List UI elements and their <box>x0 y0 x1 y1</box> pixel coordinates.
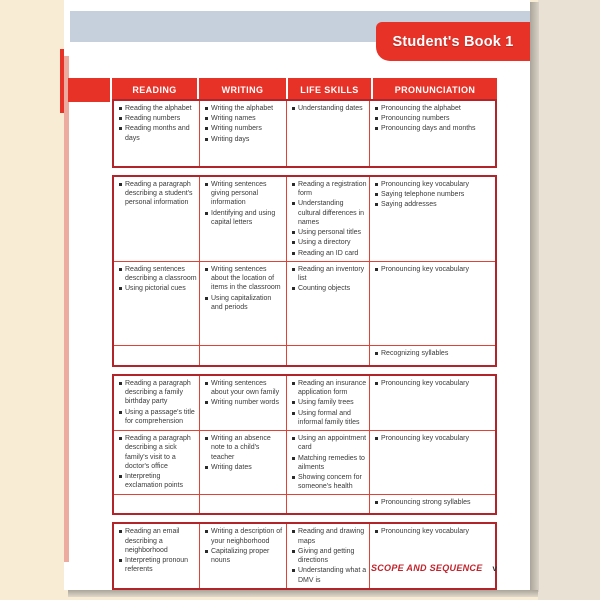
table-cell <box>286 376 369 430</box>
bullet-item: Writing a description of your neighborhood <box>204 527 284 545</box>
bullet-list <box>370 376 495 391</box>
bullet-item: Reading months and days <box>118 124 197 142</box>
bullet-list <box>114 101 199 146</box>
bullet-item: Counting objects <box>291 284 367 293</box>
bullet-list <box>287 431 369 494</box>
bullet-list <box>200 101 286 147</box>
bullet-item: Reading a paragraph describing a family birthday party <box>118 379 197 407</box>
table-cell <box>199 177 286 261</box>
table-header-reading: READING <box>112 78 197 102</box>
bullet-list <box>200 431 286 475</box>
bullet-item: Pronouncing key vocabulary <box>374 180 493 189</box>
bullet-list <box>370 177 495 213</box>
table-cell <box>286 431 369 494</box>
bullet-list <box>370 262 495 277</box>
table-cell <box>369 524 495 587</box>
bullet-item: Pronouncing key vocabulary <box>374 379 493 388</box>
bullet-item: Writing number words <box>204 398 284 407</box>
bullet-list <box>114 524 199 577</box>
table-cell <box>114 177 199 261</box>
bullet-list <box>200 524 286 568</box>
table-cell <box>114 376 199 430</box>
table-cell <box>114 524 199 587</box>
table-header-pronunciation: PRONUNCIATION <box>373 78 497 102</box>
bullet-list <box>287 101 369 116</box>
bullet-list <box>370 346 495 361</box>
footer-page-number: v <box>492 564 497 573</box>
table-block <box>112 175 497 367</box>
bullet-item: Reading an ID card <box>291 249 367 258</box>
bullet-item: Using formal and informal family titles <box>291 409 367 427</box>
bullet-item: Showing concern for someone's health <box>291 473 367 491</box>
bullet-item: Pronouncing numbers <box>374 114 493 123</box>
bullet-item: Using pictorial cues <box>118 284 197 293</box>
bullet-item: Pronouncing key vocabulary <box>374 265 493 274</box>
bullet-item: Using a directory <box>291 238 367 247</box>
bullet-list <box>287 177 369 261</box>
bullet-item: Reading an email describing a neighborhood <box>118 527 197 555</box>
bullet-item: Reading an insurance application form <box>291 379 367 397</box>
bullet-item: Reading a paragraph describing a student's personal information <box>118 180 197 208</box>
bullet-list <box>114 376 199 429</box>
table-cell <box>369 495 495 513</box>
bullet-item: Capitalizing proper nouns <box>204 547 284 565</box>
table-cell <box>369 262 495 345</box>
page-footer <box>371 563 497 573</box>
bullet-item: Understanding what a DMV is <box>291 566 367 584</box>
book-title: Student's Book 1 <box>392 33 514 50</box>
bullet-item: Reading the alphabet <box>118 104 197 113</box>
bullet-item: Writing numbers <box>204 124 284 133</box>
bullet-item: Writing sentences about the location of items in the classroom <box>204 265 284 293</box>
table-row <box>114 177 495 261</box>
table-row <box>114 376 495 430</box>
footer-section-label: SCOPE AND SEQUENCE <box>370 563 483 573</box>
table-cell <box>369 376 495 430</box>
table-row <box>114 524 495 587</box>
table-cell <box>369 177 495 261</box>
bullet-item: Pronouncing key vocabulary <box>374 434 493 443</box>
bullet-item: Using family trees <box>291 398 367 407</box>
bullet-list <box>200 177 286 230</box>
bullet-list <box>370 495 495 510</box>
table-row <box>114 494 495 513</box>
bullet-list <box>114 262 199 297</box>
bullet-item: Writing days <box>204 135 284 144</box>
bullet-item: Interpreting pronoun referents <box>118 556 197 574</box>
table-row <box>114 261 495 345</box>
bullet-list <box>114 431 199 493</box>
bullet-item: Saying addresses <box>374 200 493 209</box>
bullet-item: Reading and drawing maps <box>291 527 367 545</box>
table-block <box>112 374 497 516</box>
bullet-item: Pronouncing key vocabulary <box>374 527 493 536</box>
bullet-list <box>287 524 369 587</box>
book-title-tab <box>376 22 530 61</box>
page-edge-shadow-right <box>530 2 539 592</box>
table-block <box>112 522 497 589</box>
table-cell <box>286 262 369 345</box>
table-header-writing: WRITING <box>199 78 286 102</box>
table-cell <box>114 101 199 166</box>
bullet-item: Using a passage's title for comprehension <box>118 408 197 426</box>
table-cell <box>286 495 369 513</box>
left-accent-salmon <box>64 56 69 562</box>
table-row <box>114 430 495 494</box>
table-cell <box>286 177 369 261</box>
table-cell <box>114 346 199 365</box>
table-cell <box>199 376 286 430</box>
bullet-item: Saying telephone numbers <box>374 190 493 199</box>
bullet-item: Writing dates <box>204 463 284 472</box>
table-cell <box>114 495 199 513</box>
bullet-item: Understanding dates <box>291 104 367 113</box>
bullet-item: Writing names <box>204 114 284 123</box>
table-row <box>114 101 495 166</box>
bullet-list <box>370 431 495 446</box>
table-cell <box>114 431 199 494</box>
table-row <box>114 345 495 365</box>
bullet-item: Pronouncing the alphabet <box>374 104 493 113</box>
bullet-item: Reading sentences describing a classroom <box>118 265 197 283</box>
bullet-item: Understanding cultural differences in names <box>291 199 367 227</box>
bullet-list <box>370 524 495 539</box>
table-cell <box>286 524 369 587</box>
bullet-item: Reading a paragraph describing a sick family's visit to a doctor's office <box>118 434 197 471</box>
bullet-item: Giving and getting directions <box>291 547 367 565</box>
bullet-list <box>287 376 369 430</box>
page-edge-shadow-bottom <box>68 590 538 597</box>
bullet-list <box>370 101 495 137</box>
bullet-list <box>200 376 286 411</box>
bullet-item: Pronouncing strong syllables <box>374 498 493 507</box>
table-cell <box>286 346 369 365</box>
bullet-item: Writing sentences about your own family <box>204 379 284 397</box>
table-block <box>112 99 497 168</box>
table-cell <box>199 495 286 513</box>
table-cell <box>199 101 286 166</box>
bullet-item: Matching remedies to ailments <box>291 454 367 472</box>
table-cell <box>199 431 286 494</box>
bullet-item: Pronouncing days and months <box>374 124 493 133</box>
table-cell <box>369 101 495 166</box>
table-cell <box>114 262 199 345</box>
table-header-blank <box>68 78 110 102</box>
bullet-item: Reading an inventory list <box>291 265 367 283</box>
bullet-item: Recognizing syllables <box>374 349 493 358</box>
bullet-item: Using an appointment card <box>291 434 367 452</box>
table-cell <box>369 431 495 494</box>
bullet-item: Writing an absence note to a child's teacher <box>204 434 284 462</box>
scope-sequence-table <box>112 99 497 590</box>
background-right <box>538 0 600 600</box>
bullet-item: Interpreting exclamation points <box>118 472 197 490</box>
table-header-life-skills: LIFE SKILLS <box>288 78 371 102</box>
bullet-item: Writing the alphabet <box>204 104 284 113</box>
table-cell <box>199 524 286 587</box>
bullet-item: Reading a registration form <box>291 180 367 198</box>
bullet-item: Identifying and using capital letters <box>204 209 284 227</box>
bullet-list <box>114 177 199 211</box>
table-cell <box>369 346 495 365</box>
table-cell <box>199 346 286 365</box>
bullet-list <box>287 262 369 297</box>
book-page <box>64 0 530 590</box>
table-cell <box>286 101 369 166</box>
bullet-item: Using personal titles <box>291 228 367 237</box>
bullet-list <box>200 262 286 315</box>
bullet-item: Reading numbers <box>118 114 197 123</box>
bullet-item: Using capitalization and periods <box>204 294 284 312</box>
bullet-item: Writing sentences giving personal information <box>204 180 284 208</box>
table-cell <box>199 262 286 345</box>
